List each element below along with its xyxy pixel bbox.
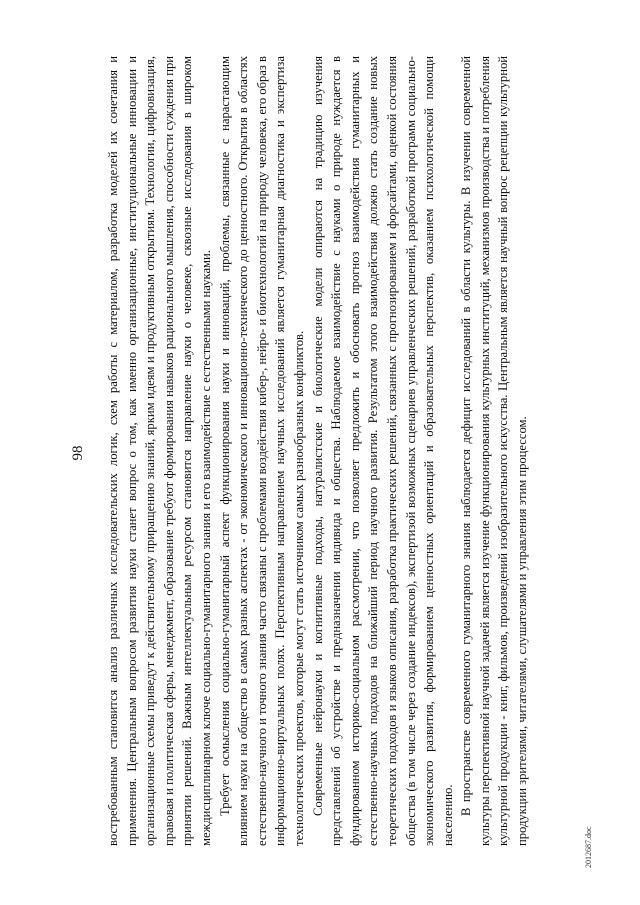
page-number: 98 bbox=[70, 445, 86, 461]
paragraph-2: Требует осмысления социально-гуманитарный аспект функционирования науки и инноваций, проблемы, связанные с нарастающим влиянием науки на общество в самых разных аспектах - от экономического и инновационно-технического до ценностного. Открытия в областях естественно-научного и точного знания часто связаны с проблемами воздействия кибер-, нейро- и биотехнологий на природу человека, его образ в информационно-виртуальных полях. Перспективным направлением научных исследований является гуманитарная диагностика и экспертиза технологических проектов, которые могут стать источником самых разнообразных конфликтов. bbox=[217, 56, 306, 846]
paragraph-4: В пространстве современного гуманитарного знания наблюдается дефицит исследований в области культуры. В изучении современной культуры перспективной научной задачей является изучение функционирования культурных институций, механизмов производства и потребления культурной продукции - книг, фильмов, произведений изобразительного искусства. Центральным является научный вопрос рецепции культурной продукции зрителями, читателями, слушателями и управления этим процессом. bbox=[459, 56, 530, 846]
footer-filename: 2012687.doc bbox=[584, 826, 593, 868]
paragraph-3: Современные нейронауки и когнитивные подходы, натуралистские и биологические модели опираются на традицию изучения представлений об устройстве и предназначении индивида и общества. Наблюдаемое взаимодействие с науками о природе нуждается в фундированном историко-социальном рассмотрении, что позволяет предложить и обосновать прогноз взаимодействия гуманитарных и естественно-научных подходов на ближайший период научного развития. Результатом этого взаимодействия должно стать создание новых теоретических подходов и языков описания, разработка практических решений, связанных с прогнозированием и форсайтами, оценкой состояния общества (в том числе через создание индексов), экспертизой возможных сценариев управленческих решений, разработкой программ социально-экономического развития, формированием ценностных ориентаций и образовательных перспектив, оказанием психологической помощи населению. bbox=[310, 56, 455, 846]
paragraph-1: востребованным становится анализ различных исследовательских логик, схем работы с материалом, разработка моделей их сочетания и применения. Центральным вопросом развития науки станет вопрос о том, как именно организационные, институциональные инновации и организационные схемы приведут к действительному приращению знаний, ярким идеям и продуктивным открытиям. Технологии, цифровизация, правовая и политическая сферы, менеджмент, образование требуют формирования навыков рационального мышления, способности суждения при принятии решений. Важным интеллектуальным ресурсом становится направление науки о человеке, сквозные исследования в широком междисциплинарном ключе социально-гуманитарного знания и его взаимодействие с естественными науками. bbox=[106, 56, 213, 846]
document-page bbox=[48, 38, 608, 868]
body-text bbox=[104, 56, 532, 846]
